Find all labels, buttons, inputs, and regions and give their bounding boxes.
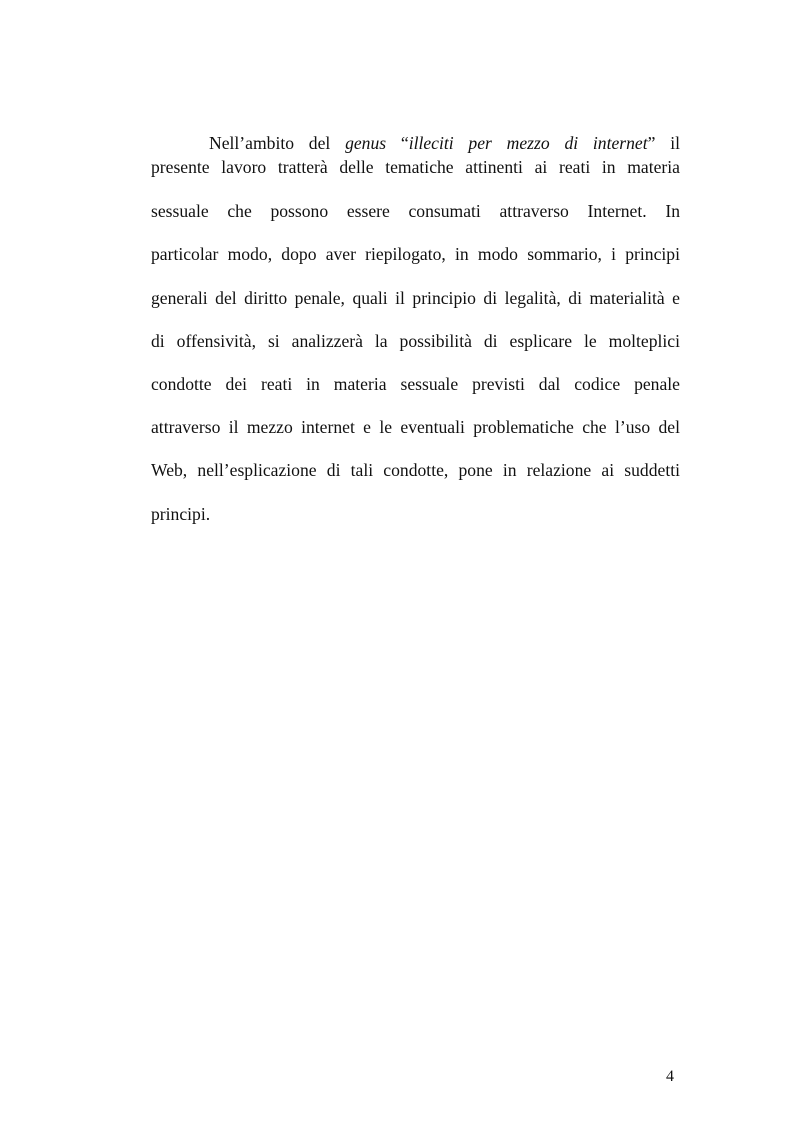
paragraph-line: principi. <box>151 504 211 524</box>
paragraph-line: presente lavoro tratterà delle tematiche attinenti ai reati in materia <box>151 157 680 177</box>
paragraph-line: condotte dei reati in materia sessuale previsti dal codice penale <box>151 374 680 394</box>
paragraph-line: generali del diritto penale, quali il principio di legalità, di materialità e <box>151 288 680 308</box>
italic-term: genus <box>345 133 387 153</box>
italic-phrase: illeciti per mezzo di internet <box>408 133 648 153</box>
paragraph-line: di offensività, si analizzerà la possibilità di esplicare le molteplici <box>151 331 680 351</box>
page-number: 4 <box>666 1068 674 1085</box>
paragraph-line: attraverso il mezzo internet e le eventuali problematiche che l’uso del <box>151 417 680 437</box>
paragraph-line: Nell’ambito del genus “illeciti per mezzo di internet” il <box>209 133 680 153</box>
paragraph-line: particolar modo, dopo aver riepilogato, in modo sommario, i principi <box>151 244 680 264</box>
paragraph-line: sessuale che possono essere consumati attraverso Internet. In <box>151 201 680 221</box>
paragraph-line: Web, nell’esplicazione di tali condotte, pone in relazione ai suddetti <box>151 460 680 480</box>
